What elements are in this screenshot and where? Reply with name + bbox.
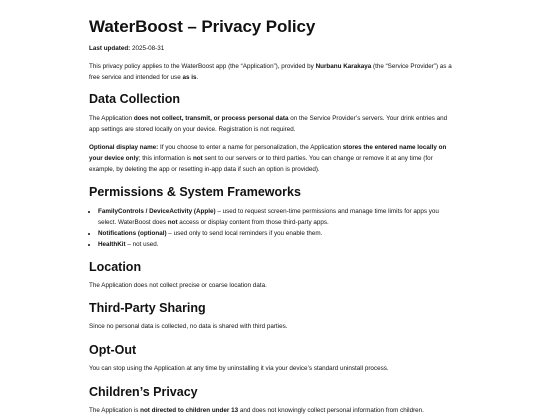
list-item <box>98 207 454 229</box>
data-p2-bold-2: stores the entered name locally on your device only <box>89 143 447 162</box>
permission-text: – used only to send local reminders if you enable them. <box>166 229 323 237</box>
intro-text-3: . <box>196 73 199 81</box>
children-text-1: The Application is <box>89 406 141 414</box>
list-item <box>98 229 454 240</box>
data-p1-text-1: The Application <box>89 115 134 123</box>
heading-childrens-privacy: Children’s Privacy <box>89 384 198 399</box>
as-is-emphasis: as is <box>182 73 197 81</box>
last-updated-date: 2025-08-31 <box>132 45 165 52</box>
heading-opt-out: Opt-Out <box>89 343 137 358</box>
last-updated <box>89 44 454 55</box>
list-item <box>98 240 454 251</box>
data-p2-text-2: ; this information is <box>138 154 193 162</box>
optional-display-name-label: Optional display name: <box>89 143 159 151</box>
children-bold-1: not directed to children under 13 <box>140 406 239 414</box>
heading-location: Location <box>89 259 142 274</box>
data-p2-text-1: If you choose to enter a name for personalization, the Application <box>158 143 343 151</box>
intro-text-1: This privacy policy applies to the WaterBoost app (the “Application”), provided by <box>89 62 316 70</box>
childrens-privacy-paragraph <box>89 406 454 417</box>
heading-permissions: Permissions & System Frameworks <box>89 185 301 200</box>
page-title: WaterBoost – Privacy Policy <box>89 17 316 36</box>
intro-text-2: (the “Service Provider”) as a free service and intended for use <box>89 62 452 81</box>
location-paragraph: The Application does not collect precise or coarse location data. <box>89 281 267 289</box>
service-provider-name: Nurbanu Karakaya <box>315 62 372 70</box>
data-p2-text-3: sent to our servers or to third parties. You can change or remove it at any time (for example, by deleting the app or resetting in-app data if such an option is provided). <box>89 154 433 173</box>
data-p1-text-2: on the Service Provider’s servers. Your drink entries and app settings are stored locally on your device. Registration is not required. <box>89 115 448 134</box>
children-text-2: and does not knowingly collect personal information from children. <box>238 406 424 414</box>
data-p1-bold-1: does not collect, transmit, or process personal data <box>133 115 289 123</box>
intro-paragraph <box>89 62 454 84</box>
permission-text: access or display content from those third-party apps. <box>177 219 329 227</box>
permission-emphasis: not <box>167 219 178 227</box>
data-collection-paragraph-2 <box>89 143 454 175</box>
last-updated-label: Last updated: <box>89 45 131 52</box>
heading-third-party-sharing: Third-Party Sharing <box>89 301 206 316</box>
permissions-list <box>89 207 454 250</box>
permission-healthkit-label: HealthKit <box>98 240 126 248</box>
permission-familycontrols-label: FamilyControls / DeviceActivity (Apple) <box>98 208 216 216</box>
opt-out-paragraph: You can stop using the Application at any time by uninstalling it via your device’s standard uninstall process. <box>89 365 389 373</box>
data-p2-bold-3: not <box>192 154 203 162</box>
third-party-paragraph: Since no personal data is collected, no data is shared with third parties. <box>89 323 288 331</box>
permission-text: – used to request screen-time permissions and manage time limits for apps you select. WaterBoost does <box>98 208 439 227</box>
heading-data-collection: Data Collection <box>89 92 180 107</box>
permission-notifications-label: Notifications (optional) <box>98 229 167 237</box>
permission-text: – not used. <box>125 240 159 248</box>
data-collection-paragraph-1 <box>89 114 454 136</box>
policy-content <box>89 0 454 417</box>
